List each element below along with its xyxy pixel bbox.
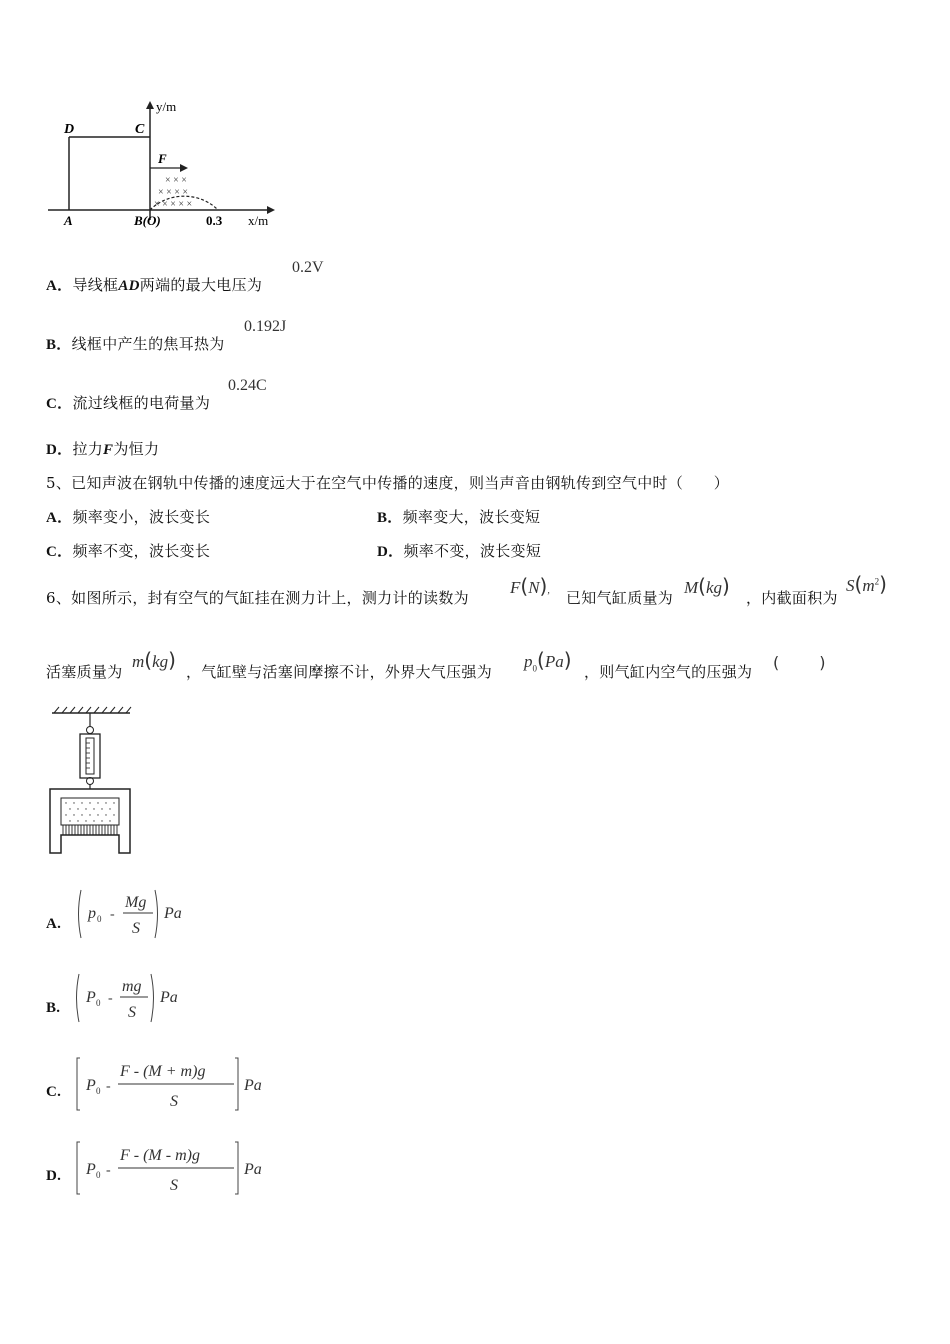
unit-kg: kg <box>705 578 723 597</box>
denominator: S <box>170 1177 178 1194</box>
q4-option-a-value: 0.2V <box>292 259 324 276</box>
q6-piston-mass-expr: m(kg) <box>132 648 176 672</box>
q5-option-d <box>377 540 541 561</box>
option-text: 为恒力 <box>113 440 160 458</box>
label-d: D <box>64 122 75 137</box>
q6-option-a-formula <box>74 888 204 940</box>
option-letter: B． <box>46 337 72 353</box>
label-c: C <box>135 122 145 137</box>
q5-option-b <box>377 506 540 527</box>
minus-sign: - <box>110 907 115 922</box>
label-y: y/m <box>156 99 177 114</box>
q6-stem-part3: ，内截面积为 <box>746 589 838 607</box>
q6-option-d-letter: D. <box>46 1168 62 1184</box>
q6-stem-part6: ，则气缸内空气的压强为 <box>584 663 753 681</box>
option-text: 流过线框的电荷量为 <box>72 394 211 412</box>
q6-force-expr: F(N), <box>510 574 550 598</box>
denominator: S <box>132 920 140 937</box>
variable-p: P <box>86 989 96 1006</box>
label-0-3: 0.3 <box>206 213 223 228</box>
unit-m: m <box>862 576 875 595</box>
option-text: 线框中产生的焦耳热为 <box>71 335 225 353</box>
q6-stem-part5: ，气缸壁与活塞间摩擦不计，外界大气压强为 <box>186 663 493 681</box>
minus-sign: - <box>106 1163 111 1178</box>
q4-option-c <box>46 392 210 413</box>
q5-stem: 5、已知声波在钢轨中传播的速度远大于在空气中传播的速度，则当声音由钢轨传到空气中时（ ） <box>46 474 730 492</box>
option-letter: B． <box>377 510 403 526</box>
numerator: F - (M - m)g <box>120 1147 200 1164</box>
subscript: 0 <box>96 998 101 1008</box>
unit-pa: Pa <box>164 905 182 922</box>
variable-f: F <box>510 578 521 597</box>
q6-option-c-letter: C. <box>46 1084 62 1100</box>
label-f: F <box>158 151 167 166</box>
option-text: 导线框 <box>72 276 119 294</box>
denominator: S <box>128 1004 136 1021</box>
q4-option-d <box>46 438 159 459</box>
q6-pressure-expr: $p_0(Pa)$ <box>524 648 572 674</box>
numerator: Mg <box>125 894 147 911</box>
option-letter: C． <box>46 396 73 412</box>
variable-ad: AD <box>118 278 140 294</box>
variable-f: F <box>103 442 114 458</box>
q6-option-b-letter: B. <box>46 1000 61 1016</box>
q6-option-b-formula <box>72 972 202 1024</box>
q6-option-c-formula <box>74 1054 274 1114</box>
figure-magnetic-field-diagram <box>40 95 290 235</box>
option-text: 频率变小，波长变长 <box>72 508 211 526</box>
minus-sign: - <box>106 1079 111 1094</box>
minus-sign: - <box>108 991 113 1006</box>
svg-text:× × × × ×: × × × × × <box>154 199 193 210</box>
label-bo: B(O) <box>134 213 161 228</box>
unit-pa: Pa <box>544 652 564 671</box>
variable-s: S <box>846 576 855 595</box>
unit-pa: Pa <box>244 1077 262 1094</box>
variable-p: p <box>524 652 533 671</box>
q6-area-expr: $S(m^2)$ <box>846 572 887 596</box>
subscript: 0 <box>532 663 537 674</box>
svg-text:× × × ×: × × × × <box>158 187 189 198</box>
option-letter: C． <box>46 544 73 560</box>
subscript: 0 <box>97 914 102 924</box>
q4-option-b <box>46 333 225 354</box>
q4-option-b-value: 0.192J <box>244 318 287 335</box>
subscript: 0 <box>96 1170 101 1180</box>
subscript: 0 <box>96 1086 101 1096</box>
variable-p: P <box>86 1077 96 1094</box>
svg-text:× × ×: × × × <box>165 175 187 186</box>
unit-n: N <box>528 578 540 597</box>
unit-kg: kg <box>152 652 169 671</box>
option-text: 频率变大，波长变短 <box>402 508 541 526</box>
q6-option-a-letter: A. <box>46 916 62 932</box>
numerator: mg <box>122 978 142 995</box>
option-text: 频率不变，波长变长 <box>72 542 211 560</box>
q6-option-d-formula <box>74 1138 274 1198</box>
variable-p: p <box>88 905 96 922</box>
q6-stem-part2: 已知气缸质量为 <box>566 589 674 607</box>
q6-mass-expr: M(kg) <box>684 574 730 598</box>
option-text: 频率不变，波长变短 <box>403 542 542 560</box>
denominator: S <box>170 1093 178 1110</box>
answer-blank: ( ) <box>773 653 826 672</box>
option-letter: D． <box>377 544 404 560</box>
option-letter: D． <box>46 442 73 458</box>
q5-option-c <box>46 540 210 561</box>
option-letter: A． <box>46 510 73 526</box>
option-text: 两端的最大电压为 <box>139 276 263 294</box>
variable-m-small: m <box>132 652 145 671</box>
q4-option-c-value: 0.24C <box>228 377 267 394</box>
variable-p: P <box>86 1161 96 1178</box>
q6-stem-part1: 6、如图所示，封有空气的气缸挂在测力计上，测力计的读数为 <box>46 589 469 607</box>
label-x: x/m <box>248 213 269 228</box>
option-letter: A． <box>46 278 73 294</box>
q5-option-a <box>46 506 210 527</box>
option-text: 拉力 <box>72 440 104 458</box>
q6-stem-part4: 活塞质量为 <box>46 663 123 681</box>
q4-option-a <box>46 274 262 295</box>
figure-cylinder-spring-scale <box>44 705 139 860</box>
unit-pa: Pa <box>160 989 178 1006</box>
label-a: A <box>64 213 73 228</box>
numerator: F - (M + m)g <box>120 1063 206 1080</box>
variable-m-big: M <box>684 578 699 597</box>
unit-pa: Pa <box>244 1161 262 1178</box>
exponent: 2 <box>874 576 880 587</box>
